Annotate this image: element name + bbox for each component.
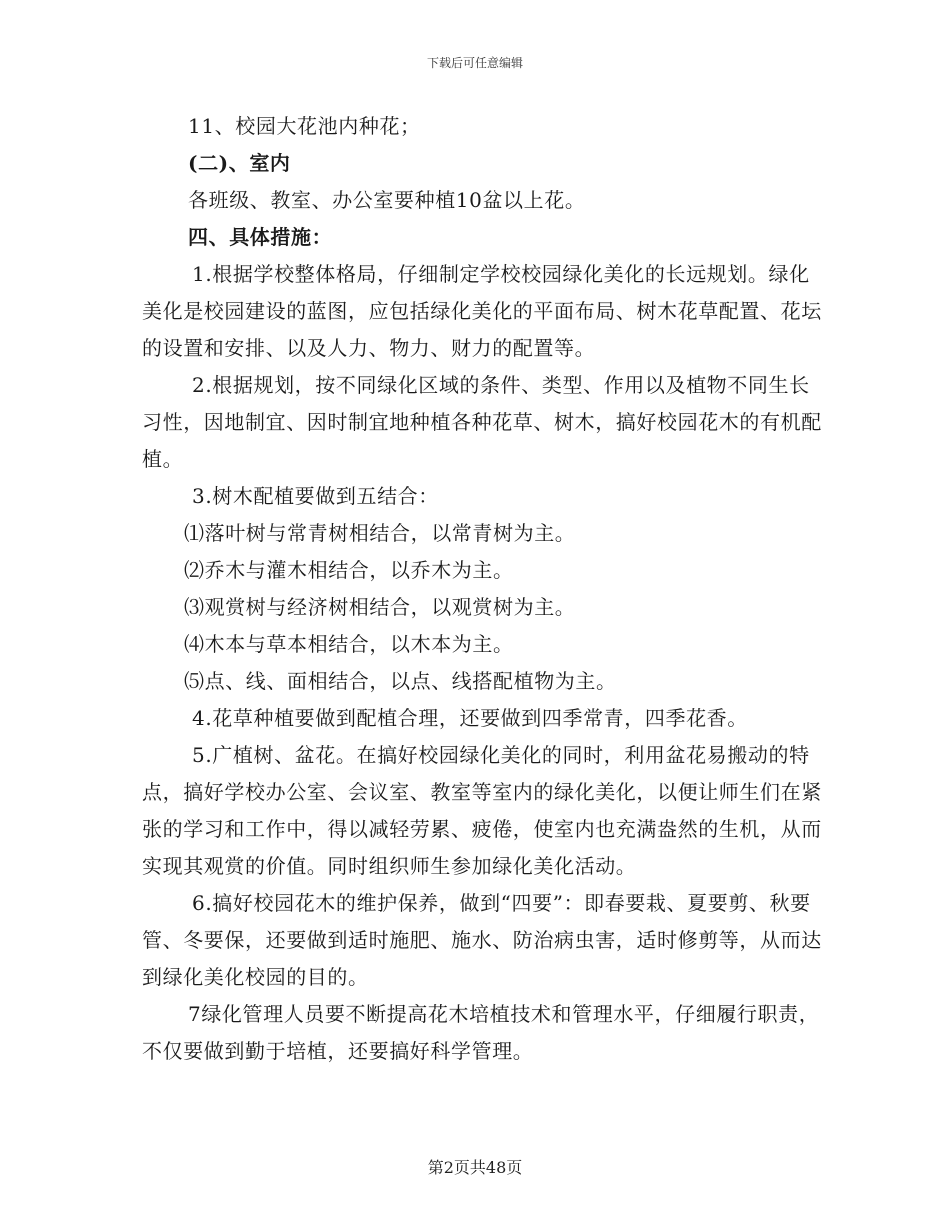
- list-item-3: ⑶观赏树与经济树相结合，以观赏树为主。: [184, 595, 576, 619]
- list-item-4: ⑷木本与草本相结合，以木本为主。: [184, 632, 514, 656]
- paragraph-measure-5: 5.广植树、盆花。在搞好校园绿化美化的同时，利用盆花易搬动的特点，搞好学校办公室、会议室、教室等室内的绿化美化，以便让师生们在紧张的学习和工作中，得以减轻劳累、疲倦，使室内也充满盎然的生机，从而实现其观赏的价值。同时组织师生参加绿化美化活动。: [142, 743, 822, 878]
- paragraph-measure-3: 3.树木配植要做到五结合：: [192, 484, 439, 508]
- paragraph-measure-2: 2.根据规划，按不同绿化区域的条件、类型、作用以及植物不同生长习性，因地制宜、因时制宜地种植各种花草、树木，搞好校园花木的有机配植。: [142, 373, 822, 471]
- paragraph-measure-7: 7绿化管理人员要不断提高花木培植技术和管理水平，仔细履行职责，不仅要做到勤于培植，还要搞好科学管理。: [142, 1002, 820, 1063]
- section-heading-indoor: (二)、室内: [188, 151, 291, 175]
- list-item-1: ⑴落叶树与常青树相结合，以常青树为主。: [184, 521, 576, 545]
- list-item-5: ⑸点、线、面相结合，以点、线搭配植物为主。: [184, 669, 617, 693]
- paragraph-measure-4: 4.花草种植要做到配植合理，还要做到四季常青，四季花香。: [192, 706, 748, 730]
- paragraph-measure-6: 6.搞好校园花木的维护保养，做到“四要”：即春要栽、夏要剪、秋要管、冬要保，还要做到适时施肥、施水、防治病虫害，适时修剪等，从而达到绿化美化校园的目的。: [142, 891, 822, 989]
- page-number: 第2页共48页: [427, 1158, 523, 1177]
- page-header-note: 下载后可任意编辑: [426, 56, 523, 70]
- paragraph-measure-1: 1.根据学校整体格局，仔细制定学校校园绿化美化的长远规划。绿化美化是校园建设的蓝图，应包括绿化美化的平面布局、树木花草配置、花坛的设置和安排、以及人力、物力、财力的配置等。: [142, 262, 822, 360]
- section-heading-measures: 四、具体措施：: [188, 225, 333, 249]
- document-body: [142, 108, 822, 1070]
- paragraph-indoor-flowers: 各班级、教室、办公室要种植10盆以上花。: [188, 188, 586, 212]
- list-item-2: ⑵乔木与灌木相结合，以乔木为主。: [184, 558, 514, 582]
- paragraph-item-11: 11、校园大花池内种花；: [188, 114, 421, 138]
